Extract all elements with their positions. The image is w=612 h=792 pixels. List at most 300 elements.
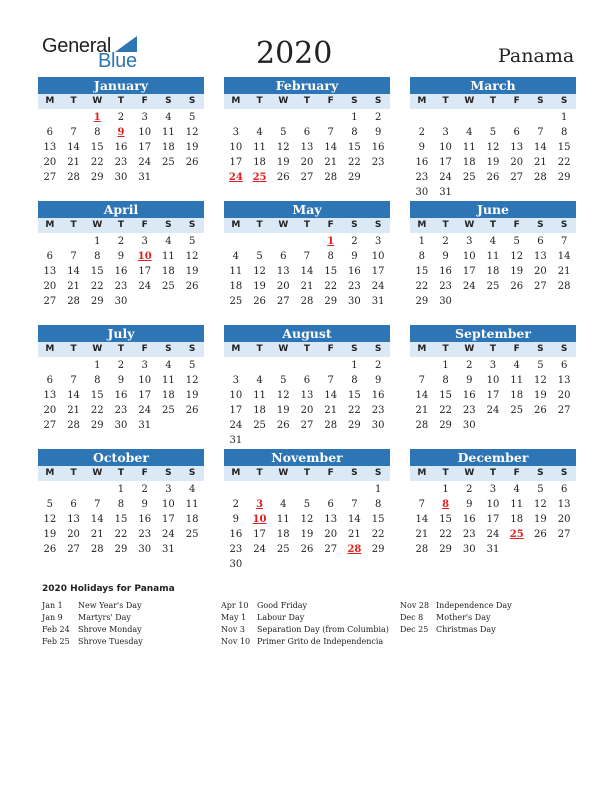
day-cell: 16 bbox=[415, 157, 429, 168]
holiday-column bbox=[400, 600, 512, 636]
day-cell: 10 bbox=[162, 499, 175, 510]
empty-day bbox=[410, 482, 434, 497]
day-cell: 11 bbox=[185, 499, 199, 510]
day-cell: 19 bbox=[534, 390, 547, 401]
month-november bbox=[224, 449, 390, 572]
day-cell: 12 bbox=[534, 375, 547, 386]
holiday-date: Apr 10 bbox=[221, 601, 249, 610]
day-cell: 4 bbox=[165, 112, 172, 123]
day-cell: 12 bbox=[43, 514, 57, 525]
page-title-year: 2020 bbox=[256, 36, 333, 71]
weekday-header bbox=[224, 466, 390, 481]
day-cell: 3 bbox=[466, 236, 473, 247]
day-cell: 20 bbox=[67, 529, 80, 540]
empty-day bbox=[224, 482, 248, 497]
weekday-label: T bbox=[442, 344, 449, 354]
holiday-name: Separation Day (from Columbia) bbox=[257, 625, 389, 634]
weekday-label: M bbox=[231, 96, 241, 106]
day-cell: 13 bbox=[557, 499, 571, 510]
day-cell: 10 bbox=[371, 251, 385, 262]
weekday-label: W bbox=[92, 96, 103, 106]
day-cell: 16 bbox=[371, 390, 385, 401]
day-cell: 7 bbox=[327, 127, 334, 138]
month-april bbox=[38, 201, 204, 309]
day-cell: 24 bbox=[253, 544, 266, 555]
day-cell: 12 bbox=[253, 266, 266, 277]
holiday-name: Shrove Monday bbox=[78, 625, 142, 634]
day-cell: 30 bbox=[371, 420, 385, 431]
day-cell: 6 bbox=[303, 375, 311, 386]
holiday-name: Good Friday bbox=[257, 601, 308, 610]
weekday-label: M bbox=[417, 96, 427, 106]
day-cell: 13 bbox=[276, 266, 290, 277]
day-cell: 2 bbox=[141, 484, 148, 495]
day-cell: 31 bbox=[138, 420, 152, 431]
weekday-label: W bbox=[278, 344, 289, 354]
weekday-label: S bbox=[537, 468, 544, 478]
day-cell: 2 bbox=[374, 360, 382, 371]
day-cell: 2 bbox=[117, 112, 125, 123]
weekday-header bbox=[224, 218, 390, 233]
day-cell: 16 bbox=[138, 514, 152, 525]
day-cell: 17 bbox=[486, 390, 500, 401]
day-cell: 24 bbox=[138, 281, 152, 292]
day-cell: 21 bbox=[534, 157, 547, 168]
day-cell: 29 bbox=[439, 544, 452, 555]
day-cell: 25 bbox=[486, 281, 500, 292]
day-cell: 16 bbox=[114, 266, 128, 277]
weekday-label: T bbox=[442, 220, 449, 230]
day-cell: 6 bbox=[70, 499, 77, 510]
day-cell: 31 bbox=[439, 187, 452, 198]
weekday-label: W bbox=[464, 96, 475, 106]
day-cell: 7 bbox=[70, 251, 77, 262]
day-cell: 14 bbox=[534, 142, 547, 153]
day-cell: 7 bbox=[94, 499, 101, 510]
day-cell: 12 bbox=[534, 499, 547, 510]
day-cell: 7 bbox=[70, 127, 77, 138]
weekday-label: S bbox=[537, 220, 544, 230]
holiday-column bbox=[221, 600, 389, 648]
day-cell: 18 bbox=[162, 390, 175, 401]
day-cell: 7 bbox=[327, 375, 334, 386]
empty-day bbox=[319, 110, 343, 125]
day-cell: 5 bbox=[303, 499, 311, 510]
weekday-label: T bbox=[442, 468, 449, 478]
day-cell: 28 bbox=[300, 296, 314, 307]
weekday-label: S bbox=[560, 220, 568, 230]
weekday-label: T bbox=[117, 468, 125, 478]
day-cell: 1 bbox=[442, 484, 449, 495]
holiday-item bbox=[221, 624, 389, 636]
day-cell: 1 bbox=[560, 112, 568, 123]
day-cell: 24 bbox=[486, 405, 500, 416]
day-cell: 20 bbox=[534, 266, 547, 277]
holiday-day: 1 bbox=[327, 236, 335, 247]
day-cell: 31 bbox=[162, 544, 175, 555]
month-title: December bbox=[410, 449, 576, 466]
day-cell: 25 bbox=[162, 157, 175, 168]
weekday-label: T bbox=[489, 96, 497, 106]
day-cell: 14 bbox=[348, 514, 361, 525]
day-cell: 24 bbox=[486, 529, 500, 540]
weekday-label: F bbox=[141, 96, 148, 106]
month-title: January bbox=[38, 77, 204, 94]
day-cell: 14 bbox=[557, 251, 571, 262]
day-cell: 2 bbox=[351, 236, 358, 247]
empty-day bbox=[38, 358, 62, 373]
country-name: Panama bbox=[498, 45, 575, 67]
empty-day bbox=[343, 482, 367, 497]
day-cell: 7 bbox=[560, 236, 568, 247]
day-cell: 26 bbox=[253, 296, 266, 307]
day-cell: 22 bbox=[324, 281, 338, 292]
day-cell: 28 bbox=[67, 420, 80, 431]
day-cell: 25 bbox=[185, 529, 199, 540]
weekday-header bbox=[224, 342, 390, 357]
day-cell: 21 bbox=[415, 529, 429, 540]
weekday-header bbox=[224, 94, 390, 109]
empty-day bbox=[481, 110, 505, 125]
holiday-day: 10 bbox=[137, 251, 152, 262]
holiday-name: Martyrs' Day bbox=[78, 613, 131, 622]
day-cell: 9 bbox=[117, 251, 125, 262]
holiday-day: 3 bbox=[256, 499, 264, 510]
weekday-header bbox=[38, 342, 204, 357]
day-cell: 24 bbox=[439, 172, 452, 183]
holiday-date: Feb 25 bbox=[42, 637, 70, 646]
day-cell: 5 bbox=[489, 127, 497, 138]
day-grid bbox=[38, 482, 204, 557]
holiday-item bbox=[42, 612, 143, 624]
day-cell: 21 bbox=[67, 157, 80, 168]
holiday-day: 24 bbox=[228, 172, 243, 183]
empty-day bbox=[295, 234, 319, 249]
day-cell: 12 bbox=[276, 390, 290, 401]
holiday-item bbox=[42, 624, 143, 636]
empty-day bbox=[271, 110, 295, 125]
day-grid bbox=[38, 358, 204, 433]
day-cell: 6 bbox=[560, 360, 568, 371]
month-july bbox=[38, 325, 204, 433]
day-cell: 23 bbox=[114, 281, 128, 292]
weekday-label: S bbox=[560, 468, 568, 478]
day-cell: 7 bbox=[418, 375, 426, 386]
day-cell: 9 bbox=[117, 375, 125, 386]
empty-day bbox=[248, 358, 272, 373]
day-cell: 25 bbox=[462, 172, 476, 183]
holiday-date: May 1 bbox=[221, 613, 247, 622]
day-cell: 14 bbox=[90, 514, 104, 525]
day-cell: 8 bbox=[351, 375, 358, 386]
day-cell: 12 bbox=[510, 251, 524, 262]
day-cell: 4 bbox=[513, 360, 520, 371]
day-cell: 18 bbox=[253, 157, 266, 168]
day-cell: 2 bbox=[442, 236, 449, 247]
day-cell: 2 bbox=[466, 484, 473, 495]
day-cell: 6 bbox=[280, 251, 287, 262]
day-cell: 15 bbox=[348, 390, 361, 401]
day-cell: 21 bbox=[324, 405, 338, 416]
weekday-label: M bbox=[231, 344, 241, 354]
day-cell: 10 bbox=[439, 142, 452, 153]
day-cell: 9 bbox=[141, 499, 148, 510]
holiday-name: Independence Day bbox=[436, 601, 512, 610]
day-cell: 18 bbox=[162, 142, 175, 153]
day-cell: 9 bbox=[442, 251, 449, 262]
day-cell: 29 bbox=[348, 420, 361, 431]
day-cell: 23 bbox=[439, 281, 452, 292]
day-cell: 14 bbox=[67, 266, 80, 277]
day-cell: 13 bbox=[300, 390, 314, 401]
day-cell: 4 bbox=[188, 484, 196, 495]
day-cell: 13 bbox=[324, 514, 338, 525]
day-cell: 18 bbox=[510, 390, 524, 401]
day-cell: 4 bbox=[256, 127, 263, 138]
day-cell: 23 bbox=[114, 157, 128, 168]
day-cell: 5 bbox=[188, 236, 196, 247]
weekday-label: F bbox=[141, 220, 148, 230]
day-cell: 21 bbox=[415, 405, 429, 416]
day-cell: 26 bbox=[300, 544, 314, 555]
day-cell: 5 bbox=[188, 112, 196, 123]
day-cell: 11 bbox=[462, 142, 476, 153]
weekday-label: T bbox=[489, 344, 497, 354]
holiday-day: 25 bbox=[509, 529, 524, 540]
weekday-label: S bbox=[560, 96, 568, 106]
day-cell: 9 bbox=[374, 375, 382, 386]
day-cell: 27 bbox=[67, 544, 80, 555]
weekday-label: T bbox=[489, 468, 497, 478]
month-january bbox=[38, 77, 204, 185]
day-cell: 14 bbox=[67, 390, 80, 401]
day-cell: 21 bbox=[67, 405, 80, 416]
day-cell: 5 bbox=[46, 499, 54, 510]
empty-day bbox=[38, 482, 62, 497]
day-cell: 16 bbox=[114, 390, 128, 401]
weekday-label: F bbox=[327, 96, 334, 106]
day-cell: 11 bbox=[276, 514, 290, 525]
day-cell: 10 bbox=[138, 127, 152, 138]
weekday-header bbox=[410, 94, 576, 109]
day-cell: 29 bbox=[324, 296, 338, 307]
empty-day bbox=[248, 110, 272, 125]
month-march bbox=[410, 77, 576, 200]
day-cell: 14 bbox=[300, 266, 314, 277]
weekday-label: T bbox=[303, 344, 311, 354]
day-grid bbox=[224, 110, 390, 185]
day-cell: 10 bbox=[486, 499, 500, 510]
empty-day bbox=[295, 358, 319, 373]
holiday-item bbox=[221, 612, 389, 624]
day-cell: 11 bbox=[229, 266, 243, 277]
holiday-item bbox=[400, 600, 512, 612]
empty-day bbox=[410, 358, 434, 373]
day-cell: 25 bbox=[162, 405, 175, 416]
weekday-label: F bbox=[513, 220, 520, 230]
day-cell: 31 bbox=[229, 435, 243, 446]
weekday-label: S bbox=[374, 468, 382, 478]
day-cell: 4 bbox=[232, 251, 240, 262]
day-cell: 24 bbox=[229, 420, 243, 431]
day-grid bbox=[38, 234, 204, 309]
day-cell: 4 bbox=[489, 236, 497, 247]
day-cell: 15 bbox=[90, 266, 104, 277]
day-cell: 9 bbox=[232, 514, 240, 525]
weekday-label: T bbox=[117, 96, 125, 106]
holiday-item bbox=[400, 624, 512, 636]
day-cell: 13 bbox=[67, 514, 80, 525]
day-cell: 30 bbox=[462, 544, 476, 555]
day-cell: 8 bbox=[94, 127, 101, 138]
weekday-label: T bbox=[442, 96, 449, 106]
day-cell: 5 bbox=[280, 375, 287, 386]
day-cell: 19 bbox=[43, 529, 57, 540]
day-cell: 12 bbox=[276, 142, 290, 153]
weekday-label: W bbox=[278, 220, 289, 230]
day-cell: 22 bbox=[439, 529, 452, 540]
holidays-title: 2020 Holidays for Panama bbox=[42, 584, 175, 594]
holiday-day: 28 bbox=[347, 544, 362, 555]
weekday-label: W bbox=[92, 344, 103, 354]
empty-day bbox=[85, 482, 109, 497]
logo-general-text: General bbox=[42, 35, 112, 57]
day-cell: 24 bbox=[138, 405, 152, 416]
weekday-label: F bbox=[141, 344, 148, 354]
month-august bbox=[224, 325, 390, 448]
day-cell: 20 bbox=[324, 529, 338, 540]
day-cell: 16 bbox=[348, 266, 361, 277]
day-cell: 2 bbox=[117, 236, 125, 247]
day-grid bbox=[410, 234, 576, 309]
day-cell: 19 bbox=[185, 266, 199, 277]
day-cell: 11 bbox=[253, 142, 266, 153]
day-cell: 15 bbox=[439, 514, 452, 525]
day-cell: 22 bbox=[439, 405, 452, 416]
day-grid bbox=[410, 110, 576, 200]
day-cell: 29 bbox=[90, 420, 104, 431]
day-cell: 13 bbox=[510, 142, 524, 153]
empty-day bbox=[434, 110, 458, 125]
day-cell: 25 bbox=[276, 544, 290, 555]
holiday-name: Labour Day bbox=[257, 613, 305, 622]
day-cell: 13 bbox=[43, 142, 57, 153]
day-cell: 26 bbox=[185, 157, 199, 168]
day-cell: 3 bbox=[141, 360, 148, 371]
weekday-header bbox=[410, 342, 576, 357]
day-cell: 6 bbox=[303, 127, 311, 138]
day-cell: 1 bbox=[351, 360, 358, 371]
day-cell: 24 bbox=[462, 281, 476, 292]
month-title: June bbox=[410, 201, 576, 218]
weekday-label: T bbox=[70, 344, 77, 354]
day-cell: 3 bbox=[374, 236, 382, 247]
day-cell: 12 bbox=[185, 251, 199, 262]
day-cell: 9 bbox=[466, 375, 473, 386]
day-cell: 18 bbox=[510, 514, 524, 525]
day-cell: 29 bbox=[90, 296, 104, 307]
weekday-label: T bbox=[117, 344, 125, 354]
day-grid bbox=[410, 482, 576, 557]
empty-day bbox=[62, 110, 86, 125]
holiday-item bbox=[221, 636, 389, 648]
day-cell: 10 bbox=[138, 375, 152, 386]
weekday-label: T bbox=[256, 468, 263, 478]
weekday-label: F bbox=[327, 220, 334, 230]
day-cell: 23 bbox=[462, 405, 476, 416]
day-cell: 17 bbox=[462, 266, 476, 277]
weekday-label: F bbox=[513, 344, 520, 354]
day-cell: 5 bbox=[537, 484, 544, 495]
day-cell: 26 bbox=[486, 172, 500, 183]
day-cell: 12 bbox=[185, 375, 199, 386]
day-cell: 17 bbox=[138, 266, 152, 277]
day-cell: 30 bbox=[114, 172, 128, 183]
day-cell: 3 bbox=[232, 375, 240, 386]
weekday-label: M bbox=[417, 220, 427, 230]
weekday-label: T bbox=[303, 220, 311, 230]
weekday-label: S bbox=[351, 96, 358, 106]
day-cell: 16 bbox=[462, 514, 476, 525]
day-cell: 12 bbox=[486, 142, 500, 153]
empty-day bbox=[224, 234, 248, 249]
day-cell: 11 bbox=[510, 375, 524, 386]
weekday-label: T bbox=[117, 220, 125, 230]
day-cell: 21 bbox=[300, 281, 314, 292]
holiday-name: Primer Grito de Independencia bbox=[257, 637, 384, 646]
day-cell: 23 bbox=[462, 529, 476, 540]
day-cell: 22 bbox=[90, 281, 104, 292]
day-cell: 25 bbox=[162, 281, 175, 292]
day-cell: 20 bbox=[43, 281, 57, 292]
day-cell: 28 bbox=[67, 172, 80, 183]
empty-day bbox=[62, 358, 86, 373]
day-cell: 22 bbox=[557, 157, 571, 168]
day-cell: 19 bbox=[276, 405, 290, 416]
empty-day bbox=[248, 234, 272, 249]
weekday-label: M bbox=[417, 468, 427, 478]
weekday-label: T bbox=[303, 96, 311, 106]
day-cell: 21 bbox=[557, 266, 571, 277]
day-cell: 19 bbox=[276, 157, 290, 168]
month-title: October bbox=[38, 449, 204, 466]
day-cell: 7 bbox=[70, 375, 77, 386]
day-cell: 26 bbox=[276, 420, 290, 431]
day-cell: 23 bbox=[138, 529, 152, 540]
weekday-label: M bbox=[231, 468, 241, 478]
day-cell: 30 bbox=[138, 544, 152, 555]
day-cell: 1 bbox=[117, 484, 125, 495]
day-cell: 20 bbox=[276, 281, 290, 292]
holiday-item bbox=[221, 600, 389, 612]
empty-day bbox=[62, 482, 86, 497]
empty-day bbox=[319, 358, 343, 373]
weekday-label: M bbox=[417, 344, 427, 354]
empty-day bbox=[248, 482, 272, 497]
day-cell: 8 bbox=[442, 375, 449, 386]
holiday-date: Jan 1 bbox=[42, 601, 63, 610]
day-cell: 20 bbox=[300, 157, 314, 168]
day-cell: 24 bbox=[371, 281, 385, 292]
day-cell: 26 bbox=[185, 405, 199, 416]
day-cell: 19 bbox=[185, 142, 199, 153]
day-cell: 15 bbox=[90, 390, 104, 401]
day-cell: 22 bbox=[371, 529, 385, 540]
day-cell: 4 bbox=[165, 360, 172, 371]
day-cell: 2 bbox=[418, 127, 426, 138]
month-june bbox=[410, 201, 576, 309]
day-cell: 19 bbox=[253, 281, 266, 292]
